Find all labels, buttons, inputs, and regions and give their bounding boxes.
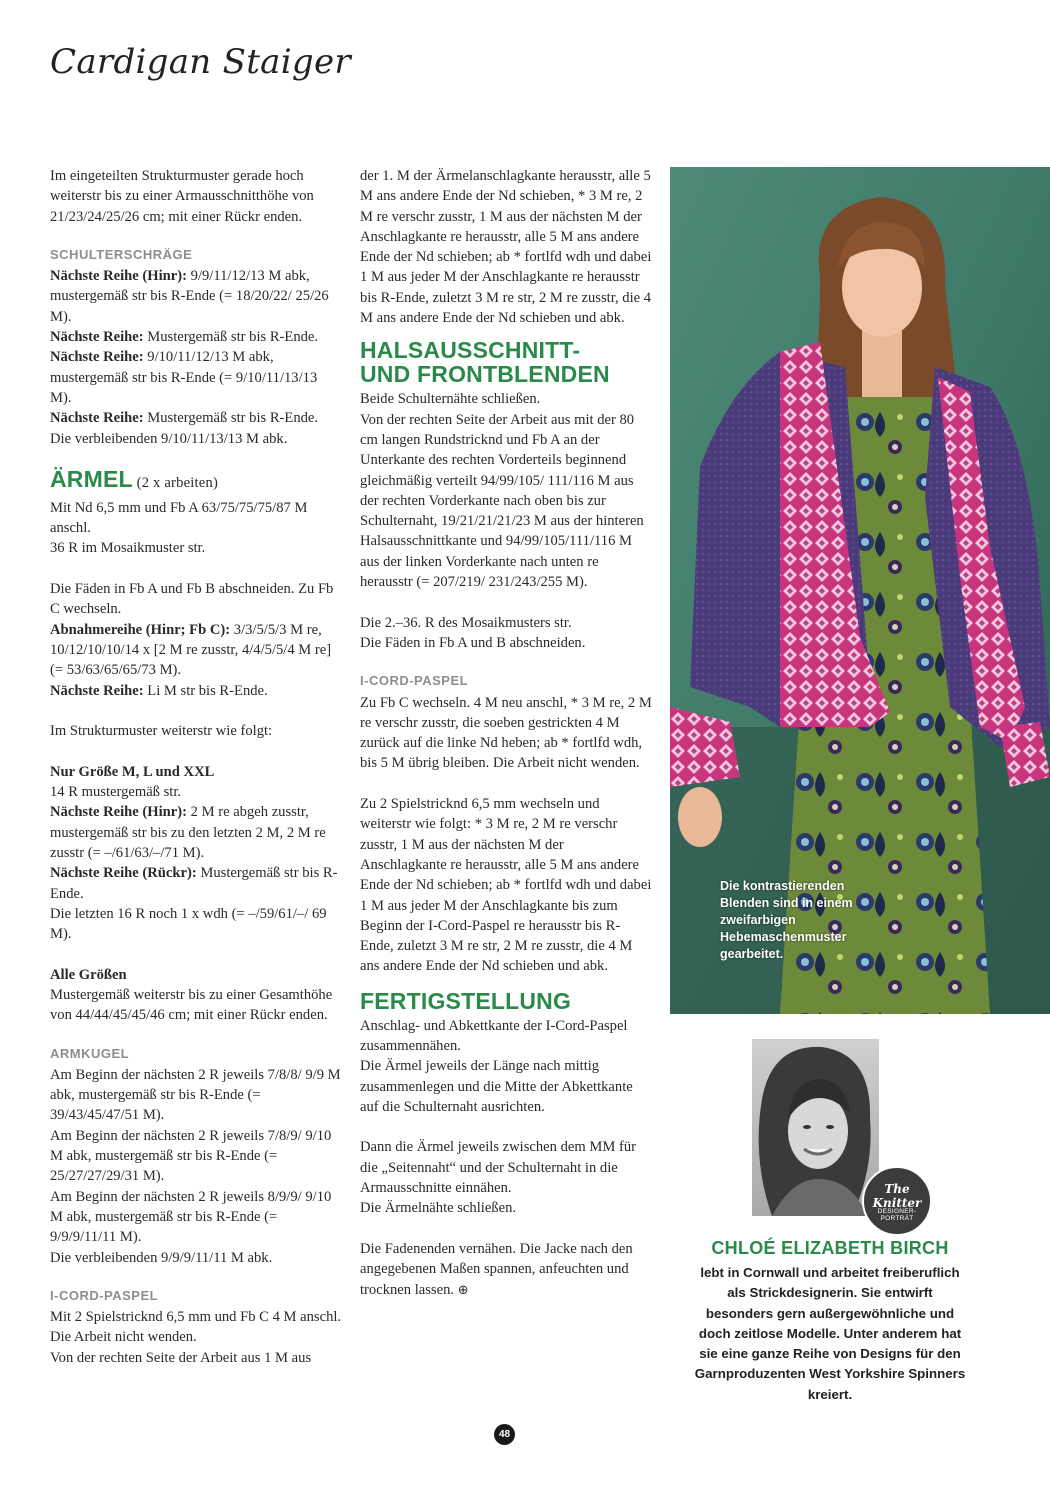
paragraph: Nächste Reihe: Mustergemäß str bis R-Ende. xyxy=(50,329,319,346)
paragraph: Die letzten 16 R noch 1 x wdh (= –/59/61/–/ 69 M). xyxy=(50,905,327,943)
paragraph: Mit Nd 6,5 mm und Fb A 63/75/75/75/87 M anschl. xyxy=(50,499,308,537)
paragraph: Am Beginn der nächsten 2 R jeweils 7/8/8/ 9/9 M abk, mustergemäß str bis R-Ende (= 39/43/45/47/51 M). xyxy=(50,1066,341,1124)
paragraph: Die Ärmelnähte schließen. xyxy=(360,1200,517,1217)
paragraph: Im eingeteilten Strukturmuster gerade hoch weiterstr bis zu einer Armausschnitthöhe von 21/23/24/25/26 cm; mit einer Rückr enden. xyxy=(50,168,314,225)
paragraph: Die Fäden in Fb A und Fb B abschneiden. Zu Fb C wechseln. xyxy=(50,581,334,618)
section-heading-icord: I-CORD-PASPEL xyxy=(360,673,469,689)
paragraph: Von der rechten Seite der Arbeit aus 1 M aus xyxy=(50,1349,312,1366)
paragraph: Die Fadenenden vernähen. Die Jacke nach den angegebenen Maßen spannen, anfeuchten und trocknen lassen. ⊕ xyxy=(360,1240,633,1298)
section-heading-armkugel: ARMKUGEL xyxy=(50,1045,130,1061)
section-heading-icord: I-CORD-PASPEL xyxy=(50,1287,159,1303)
portrait-illustration xyxy=(752,1039,879,1216)
paragraph: Abnahmereihe (Hinr; Fb C): 3/3/5/5/3 M re, 10/12/10/10/14 x [2 M re zusstr, 4/4/5/5/4 M re] (= 53/63/65/65/73 M). xyxy=(50,621,332,679)
page-title: Cardigan Staiger xyxy=(50,42,351,82)
section-heading-aermel: ÄRMEL (2 x arbeiten) xyxy=(50,465,219,492)
section-heading-schulter: SCHULTERSCHRÄGE xyxy=(50,246,193,262)
end-mark-icon: ⊕ xyxy=(457,1282,469,1298)
paragraph: Im Strukturmuster weiterstr wie folgt: xyxy=(50,723,273,740)
paragraph: Nächste Reihe: Mustergemäß str bis R-Ende. xyxy=(50,410,319,427)
author-box xyxy=(670,1238,990,1405)
paragraph: Zu 2 Spielstricknd 6,5 mm wechseln und weiterstr wie folgt: * 3 M re, 2 M re verschr zusstr, 1 M aus der nächsten M der Anschlagkante re herausstr, alle 5 M ans andere Ende der Nd schieben; ab * fortlfd wdh und dabei 1 M aus jeder M der Anschlagkante bis zum Beginn der I-Cord-Paspel re herausstr bis R-Ende, zuletzt 3 M re str, 2 M re zusstr, die 4 M ans andere Ende der Nd schieben und abk. xyxy=(360,796,652,975)
section-heading-fertigstellung: FERTIGSTELLUNG xyxy=(360,987,572,1014)
paragraph: Die Ärmel jeweils der Länge nach mittig zusammenlegen und die Mitte der Abkettkante auf die Schulternaht ausrichten. xyxy=(360,1058,633,1115)
paragraph: Nächste Reihe: 9/10/11/12/13 M abk, mustergemäß str bis R-Ende (= 9/10/11/13/13 M). xyxy=(50,349,318,406)
paragraph: 14 R mustergemäß str. xyxy=(50,784,182,801)
designer-portrait-badge xyxy=(862,1166,932,1236)
paragraph: Alle Größen xyxy=(50,966,127,983)
paragraph: 36 R im Mosaikmuster str. xyxy=(50,540,206,557)
paragraph: Am Beginn der nächsten 2 R jeweils 8/9/9/ 9/10 M abk, mustergemäß str bis R-Ende (= 9/9/9/11/11 M). xyxy=(50,1188,332,1246)
paragraph: Zu Fb C wechseln. 4 M neu anschl, * 3 M re, 2 M re verschr zusstr, die soeben gestrickten 4 M zurück auf die linke Nd heben; ab * fortlfd wdh, bis 5 M übrig bleiben. Die Arbeit nicht wenden. xyxy=(360,694,652,772)
paragraph: Dann die Ärmel jeweils zwischen dem MM für die „Seitennaht“ und der Schulternaht in die Armausschnitte einnähen. xyxy=(360,1139,636,1197)
paragraph: Anschlag- und Abkettkante der I-Cord-Paspel zusammennähen. xyxy=(360,1017,628,1054)
paragraph: Beide Schulternähte schließen. xyxy=(360,391,541,408)
paragraph: Die verbleibenden 9/9/9/11/11 M abk. xyxy=(50,1249,273,1266)
section-heading-halsausschnitt: HALSAUSSCHNITT- UND FRONTBLENDEN xyxy=(360,337,610,388)
paragraph: Nächste Reihe (Rückr): Mustergemäß str bis R-Ende. xyxy=(50,865,338,902)
badge-logo-text: The Knitter xyxy=(872,1182,922,1210)
paragraph: Nächste Reihe: Li M str bis R-Ende. xyxy=(50,682,268,699)
text-column-middle xyxy=(360,166,652,1301)
page-number: 48 xyxy=(494,1424,515,1445)
paragraph: Die 2.–36. R des Mosaikmusters str. xyxy=(360,614,572,631)
author-bio: lebt in Cornwall und arbeitet freiberuflich als Strickdesignerin. Sie entwirft besonders gern außergewöhnliche und doch zeitlose Modelle. Unter anderem hat sie eine ganze Reihe von Designs für den Garnproduzenten West Yorkshire Spinners kreiert. xyxy=(694,1265,966,1402)
photo-caption: Die kontrastierenden Blenden sind in einem zweifarbigen Hebemaschenmuster gearbeitet. xyxy=(720,879,853,961)
paragraph: der 1. M der Ärmelanschlagkante herausstr, alle 5 M ans andere Ende der Nd schieben, * 3 M re, 2 M re verschr zusstr, 1 M aus der nächsten M der Anschlagkante re herausstr, alle 5 M ans andere Ende der Nd schieben; ab * fortlfd wdh und dabei 1 M aus jeder M der Anschlagkante re herausstr bis R-Ende, zuletzt 3 M re str, 2 M re zusstr, die 4 M ans andere Ende der Nd schieben und abk. xyxy=(360,168,652,327)
paragraph: Die Fäden in Fb A und B abschneiden. xyxy=(360,634,586,651)
designer-portrait xyxy=(752,1039,879,1216)
paragraph: Nächste Reihe (Hinr): 9/9/11/12/13 M abk, mustergemäß str bis R-Ende (= 18/20/22/ 25/26 M). xyxy=(50,268,329,325)
paragraph: Von der rechten Seite der Arbeit aus mit der 80 cm langen Rundstricknd und Fb A an der Unterkante des rechten Vorderteils beginnend gleichmäßig verteilt 94/99/105/ 111/116 M aus der rechten Vorderkante nach oben bis zur Schulternaht, 19/21/21/21/23 M aus der hinteren Halsausschnittkante und 94/99/105/111/116 M aus der linken Vorderkante nach unten re herausstr (= 207/219/ 231/243/255 M). xyxy=(360,411,644,591)
badge-subtitle: DESIGNER-PORTRÄT xyxy=(877,1208,917,1222)
paragraph: Mustergemäß weiterstr bis zu einer Gesamthöhe von 44/44/45/45/46 cm; mit einer Rückr enden. xyxy=(50,986,333,1024)
author-name: CHLOÉ ELIZABETH BIRCH xyxy=(711,1238,949,1258)
paragraph: Mit 2 Spielstricknd 6,5 mm und Fb C 4 M anschl. Die Arbeit nicht wenden. xyxy=(50,1309,342,1346)
paragraph: Nur Größe M, L und XXL xyxy=(50,763,215,780)
paragraph: Am Beginn der nächsten 2 R jeweils 7/8/9/ 9/10 M abk, mustergemäß str bis R-Ende (= 25/27/27/29/31 M). xyxy=(50,1127,332,1185)
paragraph: Nächste Reihe (Hinr): 2 M re abgeh zusstr, mustergemäß str bis zu den letzten 2 M, 2 M re zusstr (= –/61/63/–/71 M). xyxy=(50,804,326,861)
paragraph: Die verbleibenden 9/10/11/13/13 M abk. xyxy=(50,430,288,447)
text-column-left xyxy=(50,166,342,1368)
